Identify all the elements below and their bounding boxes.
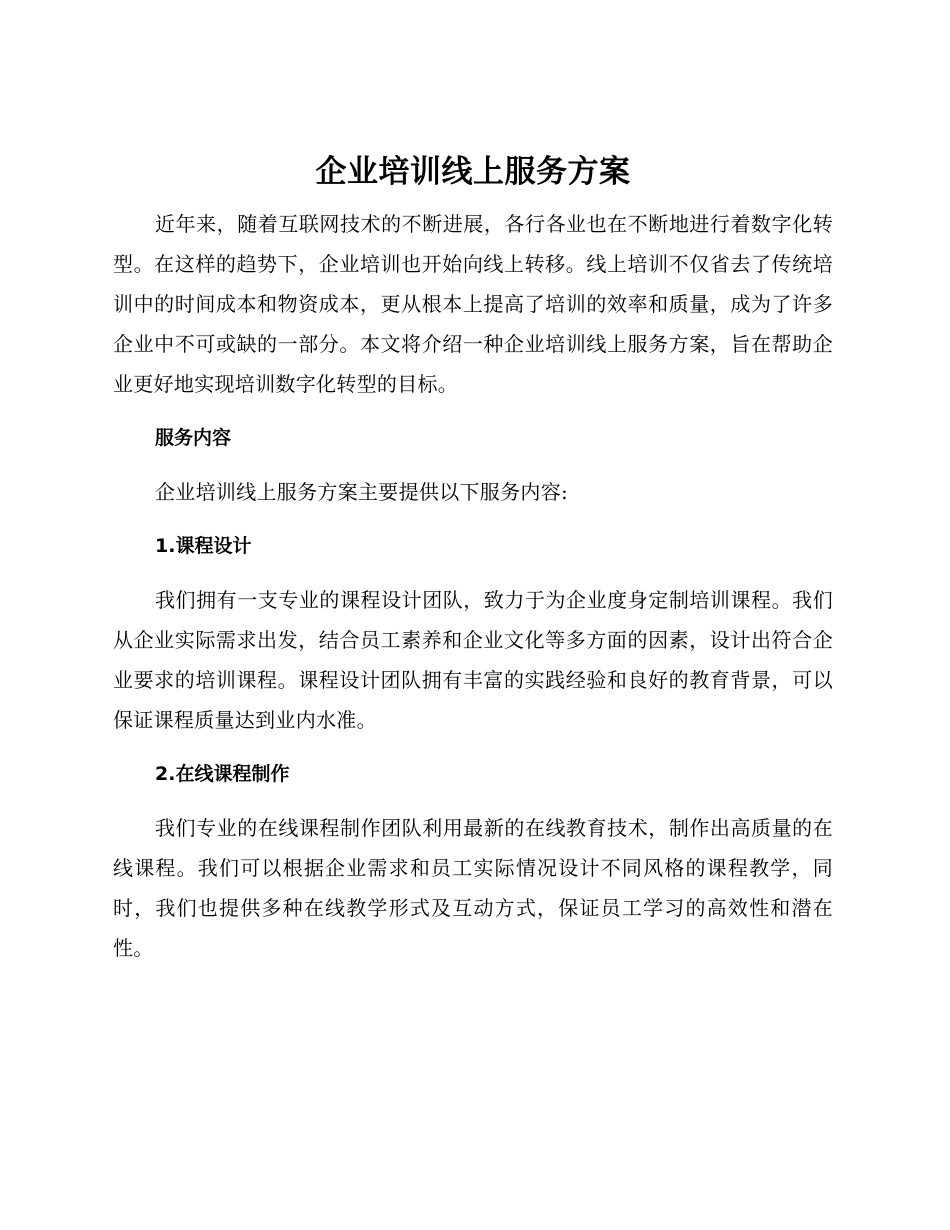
document-body (113, 146, 833, 968)
intro-paragraph: 近年来，随着互联网技术的不断进展，各行各业也在不断地进行着数字化转型。在这样的趋势下，企业培训也开始向线上转移。线上培训不仅省去了传统培训中的时间成本和物资成本，更从根本上提高了培训的效率和质量，成为了许多企业中不可或缺的一部分。本文将介绍一种企业培训线上服务方案，旨在帮助企业更好地实现培训数字化转型的目标。 (113, 212, 833, 396)
section-body-online-production: 我们专业的在线课程制作团队利用最新的在线教育技术，制作出高质量的在线课程。我们可以根据企业需求和员工实际情况设计不同风格的课程教学，同时，我们也提供多种在线教学形式及互动方式，保证员工学习的高效性和潜在性。 (113, 816, 833, 960)
service-heading: 服务内容 (155, 427, 232, 449)
document-title: 企业培训线上服务方案 (315, 154, 631, 190)
service-intro-paragraph: 企业培训线上服务方案主要提供以下服务内容: (155, 480, 569, 504)
section-body-course-design: 我们拥有一支专业的课程设计团队，致力于为企业度身定制培训课程。我们从企业实际需求出发，结合员工素养和企业文化等多方面的因素，设计出符合企业要求的培训课程。课程设计团队拥有丰富的实践经验和良好的教育背景，可以保证课程质量达到业内水准。 (113, 588, 833, 732)
section-heading-course-design: 1.课程设计 (155, 535, 252, 557)
section-heading-online-production: 2.在线课程制作 (155, 763, 290, 785)
